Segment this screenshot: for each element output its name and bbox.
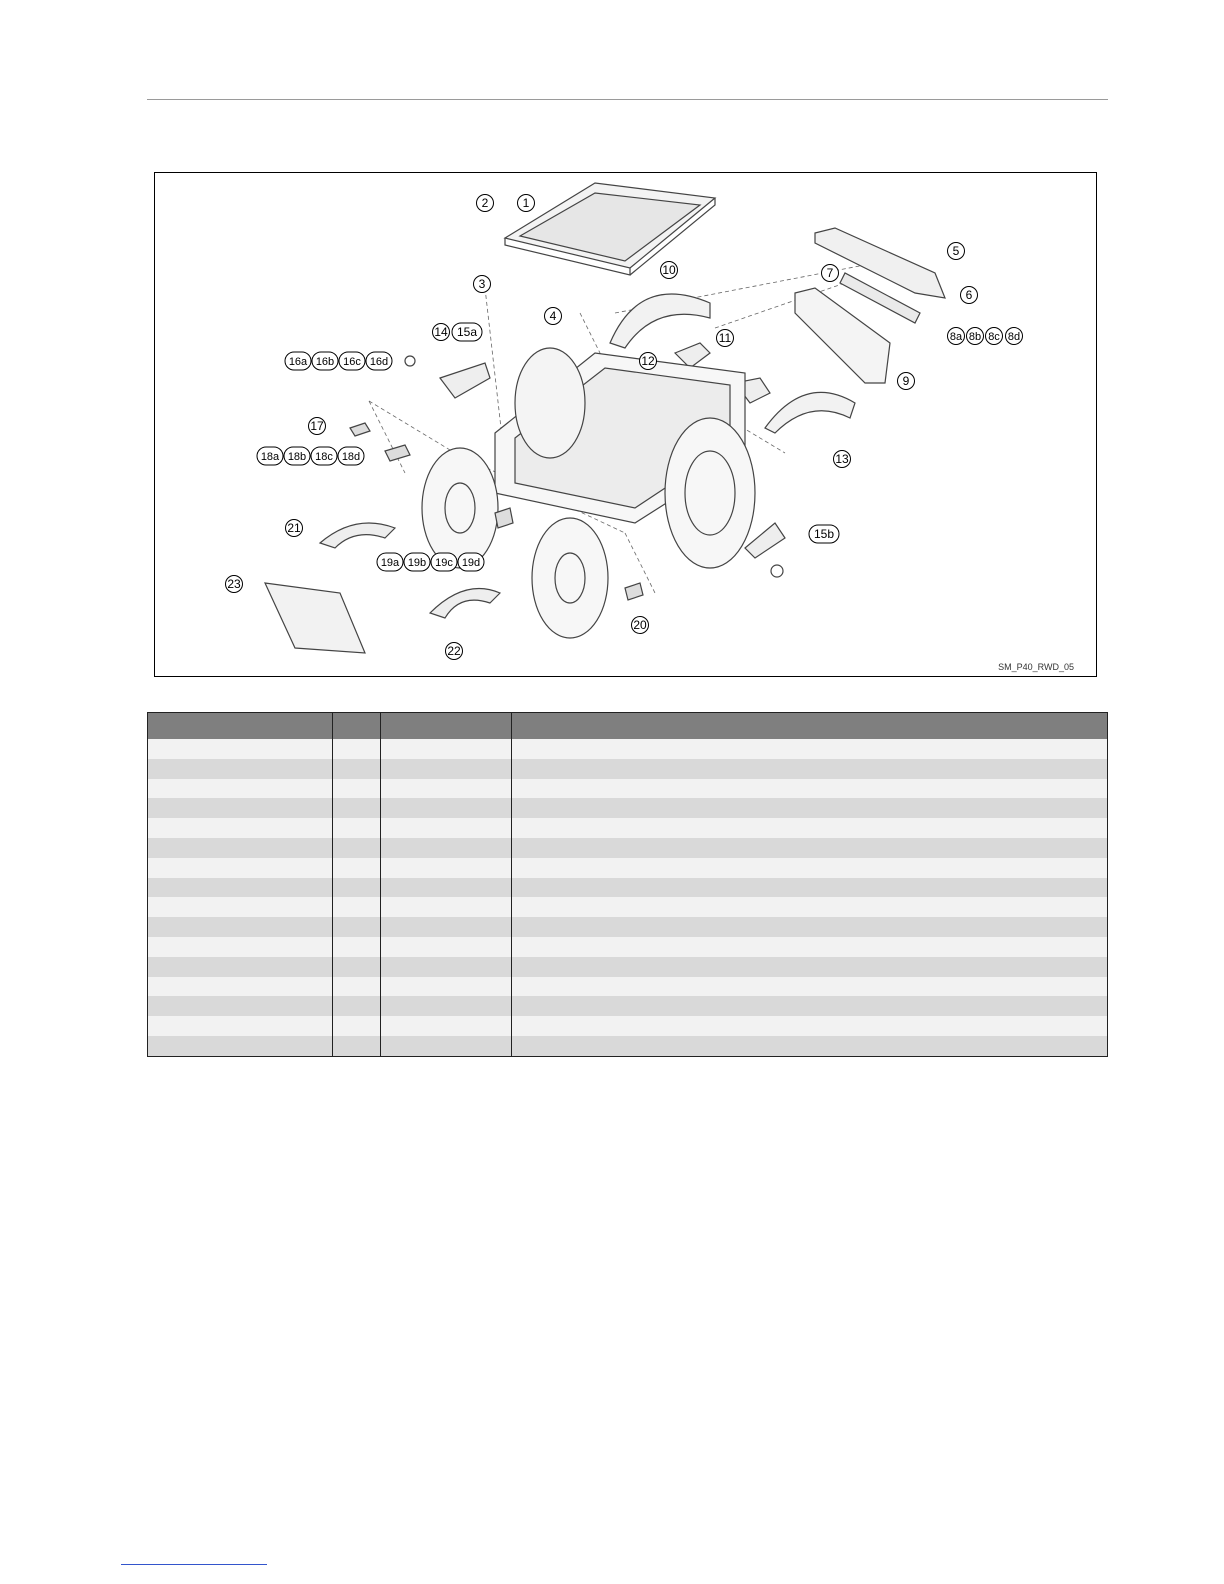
table-cell	[333, 818, 381, 838]
svg-text:1: 1	[522, 196, 530, 210]
table-cell	[381, 858, 512, 878]
table-header-cell	[148, 713, 333, 740]
callout-2	[477, 195, 494, 212]
table-cell	[333, 977, 381, 997]
table-cell	[512, 897, 1108, 917]
table-cell	[512, 838, 1108, 858]
table-cell	[148, 798, 333, 818]
callout-13	[834, 451, 851, 468]
svg-text:9: 9	[902, 374, 910, 388]
svg-text:8d: 8d	[1007, 331, 1021, 343]
callout-4	[545, 308, 562, 325]
callout-16b	[312, 352, 338, 370]
svg-text:16d: 16d	[369, 356, 389, 368]
table-cell	[381, 878, 512, 898]
svg-text:18c: 18c	[315, 451, 333, 463]
exploded-parts-diagram	[154, 172, 1097, 677]
table-cell	[512, 818, 1108, 838]
table-cell	[512, 957, 1108, 977]
svg-text:11: 11	[718, 331, 732, 345]
callout-16a	[285, 352, 311, 370]
svg-text:19b: 19b	[407, 557, 427, 569]
svg-text:8b: 8b	[968, 331, 982, 343]
table-row	[148, 779, 1108, 799]
table-cell	[148, 917, 333, 937]
table-cell	[381, 1036, 512, 1056]
svg-text:8c: 8c	[988, 331, 1000, 343]
table-cell	[148, 818, 333, 838]
table-row	[148, 917, 1108, 937]
table-row	[148, 818, 1108, 838]
table-cell	[333, 798, 381, 818]
callout-20	[632, 617, 649, 634]
table-row	[148, 838, 1108, 858]
table-header-cell	[512, 713, 1108, 740]
table-row	[148, 878, 1108, 898]
svg-text:19c: 19c	[435, 557, 453, 569]
table-cell	[148, 977, 333, 997]
svg-text:16b: 16b	[315, 356, 335, 368]
callout-19a	[377, 553, 403, 571]
svg-text:21: 21	[287, 521, 301, 535]
table-cell	[381, 759, 512, 779]
table-cell	[148, 897, 333, 917]
callout-5	[948, 243, 965, 260]
callout-8d	[1006, 328, 1023, 345]
table-cell	[512, 779, 1108, 799]
table-cell	[381, 957, 512, 977]
table-row	[148, 739, 1108, 759]
table-cell	[512, 739, 1108, 759]
diagram-canvas	[155, 173, 1098, 678]
table-cell	[148, 957, 333, 977]
table-cell	[381, 977, 512, 997]
callout-23	[226, 576, 243, 593]
svg-text:15a: 15a	[456, 325, 478, 339]
table-cell	[512, 917, 1108, 937]
table-cell	[381, 996, 512, 1016]
callout-14	[433, 324, 450, 341]
callout-18b	[284, 447, 310, 465]
svg-text:20: 20	[633, 618, 647, 632]
svg-text:12: 12	[641, 354, 655, 368]
svg-text:2: 2	[481, 196, 489, 210]
table-cell	[148, 838, 333, 858]
callout-11	[717, 330, 734, 347]
table-cell	[333, 1036, 381, 1056]
svg-text:19a: 19a	[380, 557, 400, 569]
callout-18c	[311, 447, 337, 465]
callout-6	[961, 287, 978, 304]
table-row	[148, 1016, 1108, 1036]
table-body	[148, 739, 1108, 1056]
table-cell	[381, 838, 512, 858]
table-cell	[148, 1016, 333, 1036]
table-cell	[512, 858, 1108, 878]
callout-8a	[948, 328, 965, 345]
table-row	[148, 759, 1108, 779]
svg-text:6: 6	[965, 288, 973, 302]
table-cell	[333, 1016, 381, 1036]
table-cell	[512, 798, 1108, 818]
table-cell	[381, 917, 512, 937]
callout-16c	[339, 352, 365, 370]
callout-19d	[458, 553, 484, 571]
callout-7	[822, 265, 839, 282]
svg-text:22: 22	[447, 644, 461, 658]
table-cell	[333, 897, 381, 917]
svg-text:14: 14	[434, 325, 448, 339]
drawing	[265, 183, 945, 653]
table-cell	[148, 996, 333, 1016]
svg-text:19d: 19d	[461, 557, 481, 569]
table-cell	[381, 818, 512, 838]
header-rule	[147, 99, 1108, 100]
table-cell	[148, 937, 333, 957]
svg-text:3: 3	[478, 277, 486, 291]
svg-text:18d: 18d	[341, 451, 361, 463]
parts-table	[147, 712, 1108, 1057]
callout-15a	[452, 323, 482, 341]
table-header-cell	[381, 713, 512, 740]
callout-9	[898, 373, 915, 390]
svg-text:17: 17	[310, 419, 324, 433]
table-cell	[512, 937, 1108, 957]
svg-text:4: 4	[549, 309, 557, 323]
table-cell	[333, 957, 381, 977]
table-cell	[148, 858, 333, 878]
table-cell	[381, 897, 512, 917]
svg-text:10: 10	[662, 263, 676, 277]
table-row	[148, 1036, 1108, 1056]
callout-21	[286, 520, 303, 537]
callout-22	[446, 643, 463, 660]
table-row	[148, 977, 1108, 997]
callout-12	[640, 353, 657, 370]
table-cell	[381, 1016, 512, 1036]
table-cell	[333, 739, 381, 759]
callout-8b	[967, 328, 984, 345]
callout-8c	[986, 328, 1003, 345]
callout-3	[474, 276, 491, 293]
table-cell	[333, 878, 381, 898]
table-cell	[512, 996, 1108, 1016]
svg-text:23: 23	[227, 577, 241, 591]
callout-19b	[404, 553, 430, 571]
diagram-id-label: SM_P40_RWD_05	[998, 662, 1074, 672]
table-row	[148, 957, 1108, 977]
callout-16d	[366, 352, 392, 370]
table-row	[148, 858, 1108, 878]
table-cell	[381, 779, 512, 799]
table-cell	[148, 739, 333, 759]
svg-text:18a: 18a	[260, 451, 280, 463]
svg-text:8a: 8a	[949, 331, 963, 343]
table-cell	[512, 878, 1108, 898]
svg-text:18b: 18b	[287, 451, 307, 463]
callout-19c	[431, 553, 457, 571]
svg-text:16c: 16c	[343, 356, 361, 368]
table-row	[148, 798, 1108, 818]
table-cell	[381, 798, 512, 818]
table-cell	[333, 858, 381, 878]
table-cell	[512, 1036, 1108, 1056]
table-header-row	[148, 713, 1108, 740]
callout-17	[309, 418, 326, 435]
table-cell	[333, 838, 381, 858]
table-cell	[381, 937, 512, 957]
callout-18d	[338, 447, 364, 465]
callout-1	[518, 195, 535, 212]
footer-link-underline[interactable]	[121, 1564, 267, 1565]
table-row	[148, 937, 1108, 957]
table-header-cell	[333, 713, 381, 740]
callout-15b	[809, 525, 839, 543]
svg-text:7: 7	[826, 266, 834, 280]
callout-10	[661, 262, 678, 279]
svg-text:15b: 15b	[813, 527, 835, 541]
table-cell	[333, 917, 381, 937]
table-cell	[148, 878, 333, 898]
table-cell	[512, 1016, 1108, 1036]
svg-text:5: 5	[952, 244, 960, 258]
table-cell	[333, 779, 381, 799]
callout-18a	[257, 447, 283, 465]
table-row	[148, 996, 1108, 1016]
table-cell	[512, 759, 1108, 779]
table-cell	[148, 759, 333, 779]
svg-text:13: 13	[835, 452, 849, 466]
table-cell	[333, 937, 381, 957]
table-cell	[381, 739, 512, 759]
svg-text:16a: 16a	[288, 356, 308, 368]
table-cell	[333, 759, 381, 779]
table-cell	[512, 977, 1108, 997]
table-row	[148, 897, 1108, 917]
table-cell	[148, 1036, 333, 1056]
table-cell	[333, 996, 381, 1016]
table-cell	[148, 779, 333, 799]
